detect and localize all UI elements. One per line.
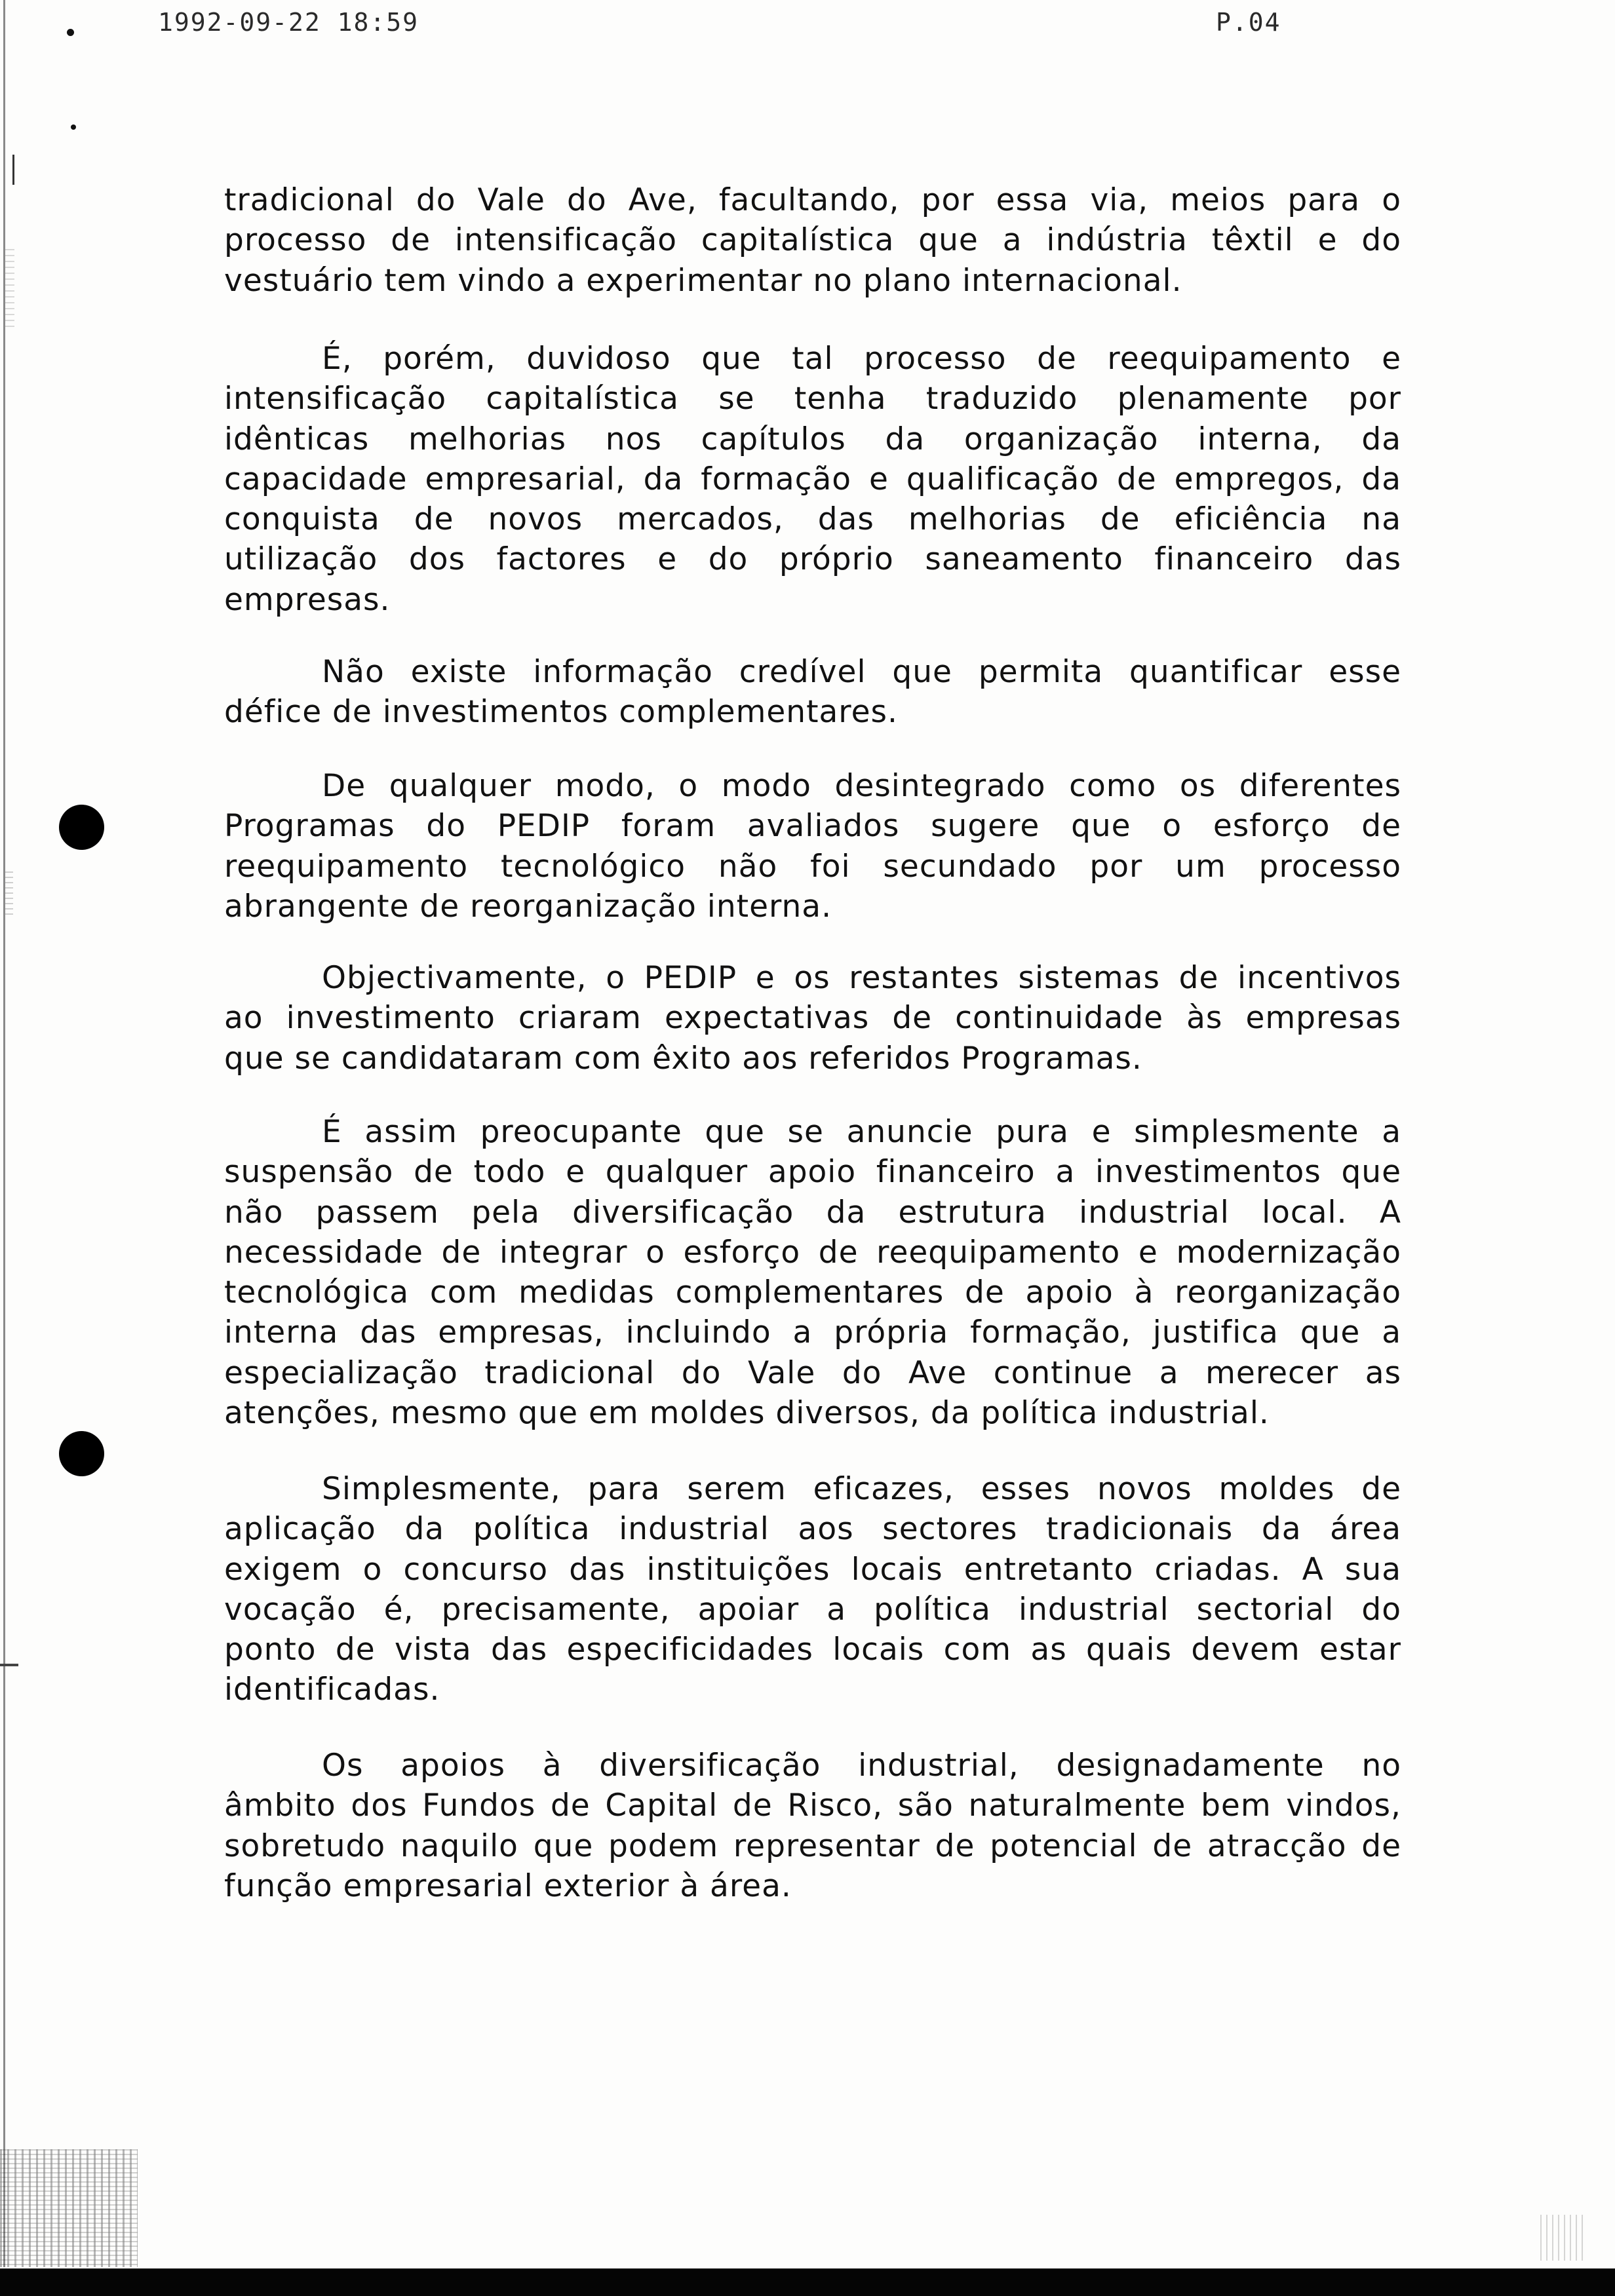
text-line: que se candidataram com êxito aos referidos Programas. <box>224 1040 1142 1077</box>
text-line: Programas do PEDIP foram avaliados sugere que o esforço de <box>224 808 1401 845</box>
scan-noise <box>5 871 13 917</box>
text-line: sobretudo naquilo que podem representar de potencial de atracção de <box>224 1827 1401 1864</box>
text-line: reequipamento tecnológico não foi secundado por um processo <box>224 848 1401 885</box>
fax-bottom-band <box>0 2268 1615 2296</box>
paragraph <box>224 958 1401 1079</box>
scan-speck <box>71 124 76 130</box>
paragraph <box>224 1746 1401 1906</box>
text-line: âmbito dos Fundos de Capital de Risco, são naturalmente bem vindos, <box>224 1788 1401 1824</box>
text-line: atenções, mesmo que em moldes diversos, da política industrial. <box>224 1395 1270 1432</box>
text-line: É, porém, duvidoso que tal processo de reequipamento e <box>322 341 1401 377</box>
text-line: conquista de novos mercados, das melhorias de eficiência na <box>224 501 1401 538</box>
text-line: não passem pela diversificação da estrutura industrial local. A <box>224 1194 1401 1231</box>
punch-hole <box>59 1431 104 1476</box>
text-line: especialização tradicional do Vale do Ave continue a merecer as <box>224 1354 1401 1391</box>
text-line: processo de intensificação capitalística que a indústria têxtil e do <box>224 222 1401 259</box>
text-line: vocação é, precisamente, apoiar a política industrial sectorial do <box>224 1591 1401 1628</box>
text-line: ao investimento criaram expectativas de continuidade às empresas <box>224 1000 1401 1037</box>
scan-edge-mark <box>12 155 14 185</box>
text-line: abrangente de reorganização interna. <box>224 888 832 925</box>
text-line: Os apoios à diversificação industrial, designadamente no <box>322 1748 1401 1784</box>
text-line: tecnológica com medidas complementares de apoio à reorganização <box>224 1274 1401 1311</box>
text-line: função empresarial exterior à área. <box>224 1867 792 1904</box>
text-line: ponto de vista das especificidades locais com as quais devem estar <box>224 1632 1401 1668</box>
paragraph <box>224 180 1401 301</box>
text-line: Simplesmente, para serem eficazes, esses novos moldes de <box>322 1471 1401 1507</box>
scan-speck <box>67 29 74 36</box>
paragraph <box>224 339 1401 620</box>
text-line: empresas. <box>224 581 391 618</box>
fax-timestamp: 1992-09-22 18:59 <box>158 8 419 37</box>
scan-edge-dash <box>0 1664 18 1666</box>
punch-hole <box>59 805 104 850</box>
text-line: capacidade empresarial, da formação e qualificação de empregos, da <box>224 461 1401 497</box>
text-line: É assim preocupante que se anuncie pura e simplesmente a <box>322 1114 1401 1150</box>
text-line: necessidade de integrar o esforço de reequipamento e modernização <box>224 1234 1401 1271</box>
text-line: utilização dos factores e do próprio saneamento financeiro das <box>224 541 1401 578</box>
fax-page-number: P.04 <box>1216 8 1281 37</box>
paragraph <box>224 1112 1401 1433</box>
text-line: interna das empresas, incluindo a própria formação, justifica que a <box>224 1314 1401 1351</box>
text-line: tradicional do Vale do Ave, facultando, por essa via, meios para o <box>224 182 1401 218</box>
scan-noise <box>1540 2215 1586 2261</box>
text-line: vestuário tem vindo a experimentar no plano internacional. <box>224 262 1182 299</box>
scan-noise <box>0 2149 138 2267</box>
text-line: Objectivamente, o PEDIP e os restantes sistemas de incentivos <box>322 960 1401 996</box>
text-line: idênticas melhorias nos capítulos da organização interna, da <box>224 421 1401 457</box>
text-line: Não existe informação credível que permita quantificar esse <box>322 654 1401 690</box>
paragraph <box>224 1469 1401 1710</box>
paragraph <box>224 652 1401 733</box>
text-line: exigem o concurso das instituições locais entretanto criadas. A sua <box>224 1551 1401 1588</box>
text-line: suspensão de todo e qualquer apoio financeiro a investimentos que <box>224 1154 1401 1191</box>
text-line: défice de investimentos complementares. <box>224 694 898 731</box>
text-line: identificadas. <box>224 1672 440 1708</box>
paragraph <box>224 766 1401 927</box>
scan-noise <box>5 249 14 328</box>
text-line: aplicação da política industrial aos sectores tradicionais da área <box>224 1511 1401 1548</box>
text-line: intensificação capitalística se tenha traduzido plenamente por <box>224 381 1401 417</box>
text-line: De qualquer modo, o modo desintegrado como os diferentes <box>322 768 1401 804</box>
scan-edge-line <box>3 0 5 2267</box>
